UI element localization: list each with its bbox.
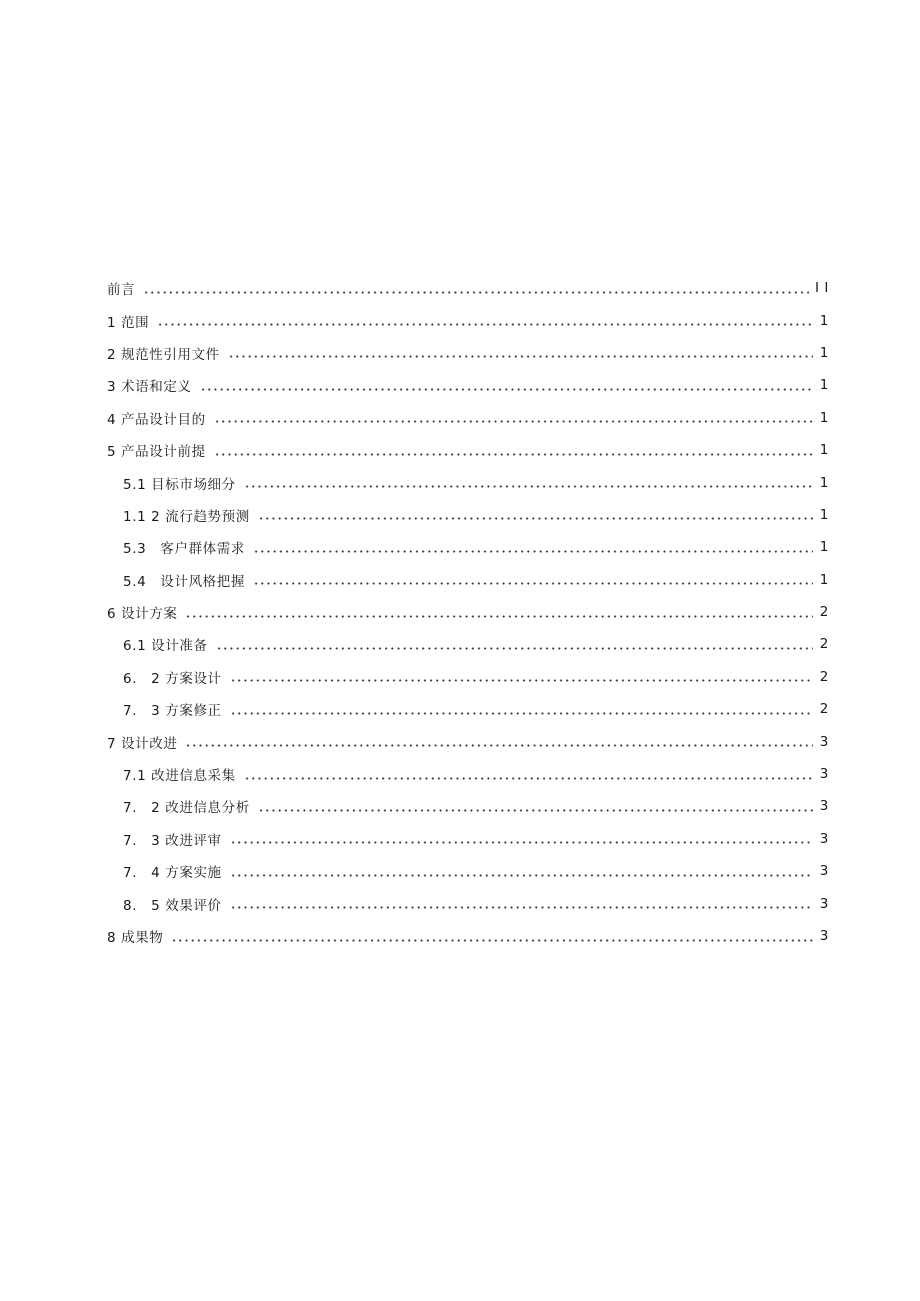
toc-page-number: 2 <box>819 636 829 653</box>
toc-entry-label: 8. 5 效果评价 <box>123 897 222 914</box>
toc-page-number: 1 <box>819 312 829 329</box>
toc-entry-info-collection[interactable] <box>107 758 829 790</box>
toc-page-number: 1 <box>819 377 829 394</box>
toc-entry-design-preparation[interactable] <box>107 628 829 660</box>
toc-entry-scope[interactable] <box>107 304 829 336</box>
toc-page-number: 1 <box>819 539 829 556</box>
table-of-contents <box>107 272 829 952</box>
toc-dot-leader <box>228 355 813 358</box>
toc-dot-leader <box>230 712 813 715</box>
toc-entry-improvement-review[interactable] <box>107 823 829 855</box>
toc-page-number: 1 <box>819 344 829 361</box>
toc-entry-label: 2 规范性引用文件 <box>107 346 220 363</box>
toc-page-number: 1 <box>819 442 829 459</box>
toc-entry-label: 7.1 改进信息采集 <box>123 768 236 785</box>
toc-page-number: 3 <box>819 895 829 912</box>
toc-entry-design-premise[interactable] <box>107 434 829 466</box>
toc-page-number: 3 <box>819 928 829 944</box>
toc-dot-leader <box>143 291 809 294</box>
toc-entry-plan-design[interactable] <box>107 661 829 693</box>
toc-entry-label: 7. 3 方案修正 <box>123 703 222 720</box>
toc-entry-market-segmentation[interactable] <box>107 466 829 498</box>
toc-entry-design-style[interactable] <box>107 564 829 596</box>
toc-dot-leader <box>214 420 813 423</box>
toc-page-number: 2 <box>819 668 829 685</box>
toc-dot-leader <box>230 679 813 682</box>
toc-entry-label: 5.4 设计风格把握 <box>123 573 245 590</box>
toc-entry-label: 7 设计改进 <box>107 735 178 752</box>
toc-entry-trend-forecast[interactable] <box>107 499 829 531</box>
toc-dot-leader <box>157 323 813 326</box>
toc-dot-leader <box>258 517 813 520</box>
toc-entry-label: 5.1 目标市场细分 <box>123 476 236 493</box>
toc-page-number: 3 <box>819 766 829 783</box>
toc-entry-design-purpose[interactable] <box>107 402 829 434</box>
toc-dot-leader <box>244 777 813 780</box>
toc-page-number: 2 <box>819 701 829 718</box>
toc-entry-label: 7. 2 改进信息分析 <box>123 800 250 817</box>
toc-dot-leader <box>244 485 813 488</box>
toc-dot-leader <box>253 550 813 553</box>
toc-entry-design-plan[interactable] <box>107 596 829 628</box>
toc-entry-label: 6. 2 方案设计 <box>123 670 222 687</box>
toc-entry-label: 6.1 设计准备 <box>123 638 208 655</box>
toc-page-number: 1 <box>819 506 829 523</box>
toc-entry-label: 4 产品设计目的 <box>107 411 206 428</box>
toc-entry-terms-definitions[interactable] <box>107 369 829 401</box>
toc-dot-leader <box>230 874 813 877</box>
toc-entry-label: 1 范围 <box>107 314 150 331</box>
toc-entry-label: 8 成果物 <box>107 930 164 946</box>
toc-page-number: 1 <box>819 571 829 588</box>
toc-page-number: 3 <box>819 733 829 750</box>
toc-entry-deliverables[interactable] <box>107 920 829 952</box>
toc-dot-leader <box>185 744 813 747</box>
toc-entry-info-analysis[interactable] <box>107 790 829 822</box>
toc-entry-label: 1.1 2 流行趋势预测 <box>123 508 250 525</box>
toc-page-number: 1 <box>819 409 829 426</box>
toc-dot-leader <box>216 647 813 650</box>
toc-page-number: 1 <box>819 474 829 491</box>
toc-dot-leader <box>214 453 813 456</box>
toc-entry-label: 3 术语和定义 <box>107 379 192 396</box>
toc-dot-leader <box>253 582 813 585</box>
toc-entry-label: 7. 3 改进评审 <box>123 832 222 849</box>
toc-entry-design-improvement[interactable] <box>107 725 829 757</box>
toc-page-number: 3 <box>819 863 829 880</box>
toc-dot-leader <box>185 615 813 618</box>
toc-entry-label: 6 设计方案 <box>107 606 178 623</box>
toc-dot-leader <box>230 906 813 909</box>
toc-page-number: 2 <box>819 604 829 621</box>
toc-page-number: I I <box>814 280 829 297</box>
toc-entry-plan-revision[interactable] <box>107 693 829 725</box>
toc-entry-customer-needs[interactable] <box>107 531 829 563</box>
toc-dot-leader <box>171 939 813 942</box>
toc-page-number: 3 <box>819 798 829 815</box>
toc-entry-label: 7. 4 方案实施 <box>123 865 222 882</box>
toc-entry-label: 前言 <box>107 282 136 299</box>
toc-entry-label: 5 产品设计前提 <box>107 444 206 461</box>
toc-entry-label: 5.3 客户群体需求 <box>123 541 245 558</box>
toc-dot-leader <box>230 841 813 844</box>
toc-entry-foreword[interactable] <box>107 272 829 304</box>
toc-entry-normative-references[interactable] <box>107 337 829 369</box>
toc-entry-effect-evaluation[interactable] <box>107 887 829 919</box>
toc-dot-leader <box>258 809 813 812</box>
toc-entry-plan-implementation[interactable] <box>107 855 829 887</box>
toc-dot-leader <box>200 388 813 391</box>
toc-page-number: 3 <box>819 830 829 847</box>
